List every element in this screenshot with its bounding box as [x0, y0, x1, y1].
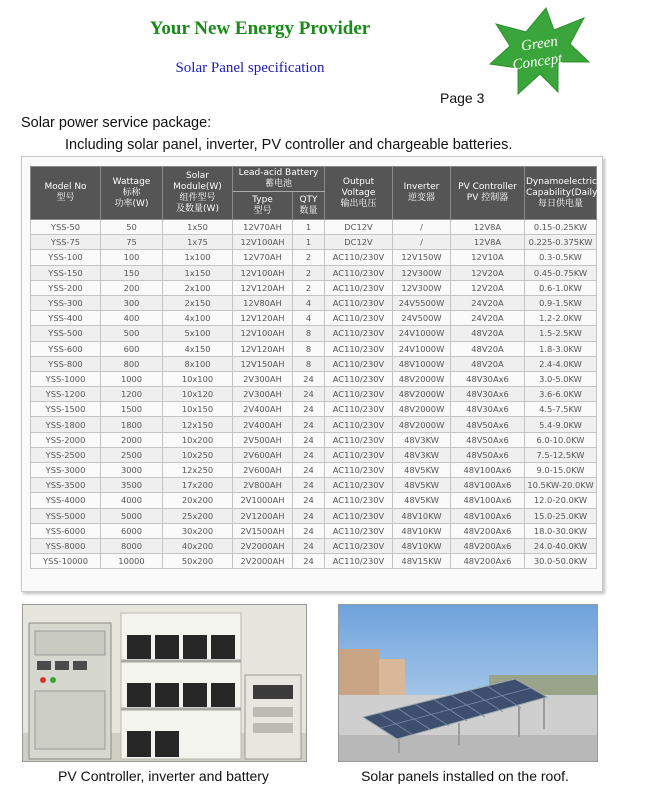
cell-battery-type: 2V400AH [233, 402, 293, 417]
cell-battery-type: 12V120AH [233, 311, 293, 326]
header-wattage [101, 167, 163, 220]
cell-battery-type: 2V800AH [233, 478, 293, 493]
header-model-en: Model No [44, 182, 87, 192]
header-qty-en: QTY [299, 194, 318, 205]
table-row [31, 463, 597, 478]
cell-model: YSS-400 [31, 311, 101, 326]
cell-battery-qty: 24 [293, 463, 325, 478]
page-title: Your New Energy Provider [149, 18, 371, 39]
cell-wattage: 3500 [101, 478, 163, 493]
cell-battery-qty: 24 [293, 538, 325, 553]
cell-battery-type: 2V500AH [233, 432, 293, 447]
cell-pv-controller: 12V10A [451, 250, 525, 265]
controller-battery-illustration [23, 605, 306, 761]
header-solar-cn1: 组件型号 [179, 193, 216, 203]
cell-daily-capability: 9.0-15.0KW [525, 463, 597, 478]
cell-inverter: 48V5KW [393, 463, 451, 478]
cell-daily-capability: 3.0-5.0KW [525, 371, 597, 386]
cell-battery-type: 12V70AH [233, 250, 293, 265]
table-row [31, 295, 597, 310]
cell-solar-module: 50x200 [163, 554, 233, 569]
cell-model: YSS-100 [31, 250, 101, 265]
header-solar-module [163, 167, 233, 220]
header-solar-en2: Module(W) [173, 182, 222, 192]
cell-daily-capability: 3.6-6.0KW [525, 387, 597, 402]
cell-output-voltage: AC110/230V [325, 371, 393, 386]
table-row [31, 265, 597, 280]
cell-wattage: 10000 [101, 554, 163, 569]
cell-wattage: 2000 [101, 432, 163, 447]
table-row [31, 311, 597, 326]
cell-model: YSS-3000 [31, 463, 101, 478]
cell-solar-module: 40x200 [163, 538, 233, 553]
cell-output-voltage: AC110/230V [325, 341, 393, 356]
cell-pv-controller: 12V8A [451, 235, 525, 250]
cell-pv-controller: 48V20A [451, 326, 525, 341]
table-row [31, 538, 597, 553]
cell-battery-qty: 4 [293, 295, 325, 310]
cell-daily-capability: 18.0-30.0KW [525, 523, 597, 538]
cell-output-voltage: AC110/230V [325, 493, 393, 508]
spec-table-body [31, 220, 597, 569]
cell-solar-module: 4x150 [163, 341, 233, 356]
roof-solar-photo [338, 604, 598, 762]
cell-model: YSS-2000 [31, 432, 101, 447]
cell-solar-module: 1x50 [163, 220, 233, 235]
cell-wattage: 100 [101, 250, 163, 265]
cell-pv-controller: 24V20A [451, 295, 525, 310]
cell-output-voltage: AC110/230V [325, 508, 393, 523]
cell-pv-controller: 48V200Ax6 [451, 523, 525, 538]
cell-battery-type: 2V400AH [233, 417, 293, 432]
cell-pv-controller: 48V50Ax6 [451, 432, 525, 447]
header-inverter-en: Inverter [403, 182, 440, 192]
header-dyn-cn: 每日供电量 [537, 198, 583, 209]
cell-model: YSS-1000 [31, 371, 101, 386]
cell-battery-type: 12V120AH [233, 341, 293, 356]
cell-inverter: 48V3KW [393, 432, 451, 447]
cell-solar-module: 5x100 [163, 326, 233, 341]
cell-pv-controller: 12V8A [451, 220, 525, 235]
table-row [31, 508, 597, 523]
cell-battery-qty: 1 [293, 235, 325, 250]
cell-solar-module: 20x200 [163, 493, 233, 508]
cell-wattage: 800 [101, 356, 163, 371]
cell-output-voltage: AC110/230V [325, 417, 393, 432]
header-output-en1: Output [342, 176, 375, 187]
cell-battery-type: 12V150AH [233, 356, 293, 371]
cell-inverter: 48V3KW [393, 447, 451, 462]
cell-pv-controller: 24V20A [451, 311, 525, 326]
cell-daily-capability: 1.5-2.5KW [525, 326, 597, 341]
cell-battery-type: 2V300AH [233, 387, 293, 402]
cell-wattage: 2500 [101, 447, 163, 462]
cell-inverter: 24V500W [393, 311, 451, 326]
cell-battery-type: 12V100AH [233, 235, 293, 250]
cell-solar-module: 1x100 [163, 250, 233, 265]
cell-wattage: 3000 [101, 463, 163, 478]
cell-solar-module: 10x120 [163, 387, 233, 402]
header-model [31, 167, 101, 220]
spec-table [30, 166, 601, 569]
cell-solar-module: 4x100 [163, 311, 233, 326]
header-pv-controller [451, 167, 525, 220]
cell-daily-capability: 0.15-0.25KW [525, 220, 597, 235]
cell-daily-capability: 1.2-2.0KW [525, 311, 597, 326]
cell-model: YSS-1200 [31, 387, 101, 402]
cell-solar-module: 12x250 [163, 463, 233, 478]
cell-pv-controller: 48V200Ax6 [451, 554, 525, 569]
cell-battery-qty: 8 [293, 356, 325, 371]
cell-inverter: 48V15KW [393, 554, 451, 569]
cell-battery-qty: 1 [293, 220, 325, 235]
cell-battery-qty: 2 [293, 265, 325, 280]
cell-pv-controller: 48V100Ax6 [451, 478, 525, 493]
cell-pv-controller: 48V30Ax6 [451, 402, 525, 417]
roof-solar-illustration [339, 605, 597, 761]
cell-battery-type: 2V1500AH [233, 523, 293, 538]
cell-solar-module: 10x150 [163, 402, 233, 417]
cell-output-voltage: DC12V [325, 235, 393, 250]
cell-battery-type: 12V100AH [233, 326, 293, 341]
cell-battery-qty: 24 [293, 508, 325, 523]
cell-battery-qty: 24 [293, 402, 325, 417]
cell-model: YSS-200 [31, 280, 101, 295]
header-output-en2: Voltage [341, 187, 376, 198]
cell-inverter: 24V1000W [393, 326, 451, 341]
logo-text-concept: Concept [511, 50, 564, 74]
cell-inverter: 12V300W [393, 265, 451, 280]
cell-wattage: 1200 [101, 387, 163, 402]
cell-daily-capability: 12.0-20.0KW [525, 493, 597, 508]
cell-battery-qty: 24 [293, 447, 325, 462]
cell-inverter: 48V10KW [393, 508, 451, 523]
cell-wattage: 4000 [101, 493, 163, 508]
cell-model: YSS-600 [31, 341, 101, 356]
cell-wattage: 1500 [101, 402, 163, 417]
cell-pv-controller: 12V20A [451, 280, 525, 295]
cell-pv-controller: 48V20A [451, 356, 525, 371]
cell-pv-controller: 12V20A [451, 265, 525, 280]
cell-battery-qty: 24 [293, 523, 325, 538]
cell-pv-controller: 48V50Ax6 [451, 447, 525, 462]
cell-battery-qty: 8 [293, 341, 325, 356]
table-row [31, 554, 597, 569]
cell-model: YSS-2500 [31, 447, 101, 462]
cell-output-voltage: AC110/230V [325, 280, 393, 295]
cell-solar-module: 1x75 [163, 235, 233, 250]
header-dyn-en1: Dynamoelectric [526, 176, 597, 187]
cell-daily-capability: 0.3-0.5KW [525, 250, 597, 265]
table-row [31, 417, 597, 432]
cell-wattage: 5000 [101, 508, 163, 523]
cell-model: YSS-500 [31, 326, 101, 341]
cell-wattage: 1000 [101, 371, 163, 386]
cell-pv-controller: 48V20A [451, 341, 525, 356]
header-battery-qty [293, 192, 325, 220]
cell-wattage: 200 [101, 280, 163, 295]
header-qty-cn: 数量 [299, 205, 318, 216]
cell-solar-module: 1x150 [163, 265, 233, 280]
cell-output-voltage: AC110/230V [325, 402, 393, 417]
cell-daily-capability: 24.0-40.0KW [525, 538, 597, 553]
caption-roof: Solar panels installed on the roof. [361, 768, 569, 784]
cell-solar-module: 12x150 [163, 417, 233, 432]
header-battery-en: Lead-acid Battery [238, 168, 319, 178]
cell-model: YSS-800 [31, 356, 101, 371]
cell-battery-type: 12V120AH [233, 280, 293, 295]
header-pv-cn: PV 控制器 [466, 193, 509, 203]
cell-model: YSS-50 [31, 220, 101, 235]
cell-output-voltage: AC110/230V [325, 265, 393, 280]
cell-model: YSS-75 [31, 235, 101, 250]
cell-wattage: 8000 [101, 538, 163, 553]
page-subtitle: Solar Panel specification [175, 60, 325, 76]
cell-solar-module: 25x200 [163, 508, 233, 523]
cell-daily-capability: 0.225-0.375KW [525, 235, 597, 250]
cell-wattage: 600 [101, 341, 163, 356]
cell-solar-module: 17x200 [163, 478, 233, 493]
cell-battery-qty: 24 [293, 554, 325, 569]
cell-model: YSS-300 [31, 295, 101, 310]
cell-wattage: 150 [101, 265, 163, 280]
header-dyn-en2: Capability(Daily) [526, 187, 601, 198]
cell-inverter: 48V1000W [393, 356, 451, 371]
cell-battery-qty: 8 [293, 326, 325, 341]
cell-wattage: 1800 [101, 417, 163, 432]
cell-battery-qty: 24 [293, 371, 325, 386]
table-row [31, 341, 597, 356]
cell-output-voltage: AC110/230V [325, 538, 393, 553]
cell-model: YSS-1800 [31, 417, 101, 432]
logo-text-green: Green [520, 33, 559, 55]
cell-wattage: 50 [101, 220, 163, 235]
header-type-cn: 型号 [253, 205, 272, 216]
cell-daily-capability: 2.4-4.0KW [525, 356, 597, 371]
cell-battery-qty: 24 [293, 493, 325, 508]
package-title: Solar power service package: [21, 115, 212, 131]
cell-model: YSS-8000 [31, 538, 101, 553]
header-wattage-cn1: 标称 [122, 187, 141, 198]
cell-solar-module: 10x200 [163, 432, 233, 447]
cell-pv-controller: 48V100Ax6 [451, 508, 525, 523]
cell-output-voltage: AC110/230V [325, 554, 393, 569]
cell-battery-type: 2V2000AH [233, 538, 293, 553]
cell-wattage: 400 [101, 311, 163, 326]
cell-inverter: 48V2000W [393, 371, 451, 386]
cell-battery-type: 2V2000AH [233, 554, 293, 569]
header-model-cn: 型号 [56, 193, 75, 203]
cell-battery-qty: 2 [293, 280, 325, 295]
cell-output-voltage: AC110/230V [325, 463, 393, 478]
cell-output-voltage: AC110/230V [325, 432, 393, 447]
cell-inverter: 12V150W [393, 250, 451, 265]
table-row [31, 235, 597, 250]
cell-daily-capability: 0.9-1.5KW [525, 295, 597, 310]
cell-battery-type: 2V1200AH [233, 508, 293, 523]
cell-daily-capability: 0.6-1.0KW [525, 280, 597, 295]
cell-model: YSS-150 [31, 265, 101, 280]
caption-controller: PV Controller, inverter and battery [58, 768, 269, 784]
header-pv-en: PV Controller [458, 182, 517, 192]
cell-battery-type: 12V80AH [233, 295, 293, 310]
table-row [31, 387, 597, 402]
cell-solar-module: 10x100 [163, 371, 233, 386]
cell-solar-module: 10x250 [163, 447, 233, 462]
controller-battery-photo [22, 604, 307, 762]
cell-wattage: 75 [101, 235, 163, 250]
cell-daily-capability: 30.0-50.0KW [525, 554, 597, 569]
cell-pv-controller: 48V100Ax6 [451, 493, 525, 508]
cell-inverter: 48V5KW [393, 493, 451, 508]
table-row [31, 432, 597, 447]
cell-output-voltage: AC110/230V [325, 295, 393, 310]
page-number: Page 3 [440, 90, 485, 106]
cell-inverter: 48V10KW [393, 538, 451, 553]
cell-inverter: / [393, 220, 451, 235]
cell-daily-capability: 6.0-10.0KW [525, 432, 597, 447]
cell-battery-qty: 24 [293, 417, 325, 432]
cell-inverter: 48V10KW [393, 523, 451, 538]
header-wattage-cn2: 功率(W) [114, 198, 149, 209]
cell-model: YSS-1500 [31, 402, 101, 417]
cell-battery-type: 2V600AH [233, 447, 293, 462]
table-row [31, 447, 597, 462]
table-row [31, 493, 597, 508]
cell-output-voltage: AC110/230V [325, 478, 393, 493]
cell-model: YSS-10000 [31, 554, 101, 569]
cell-daily-capability: 10.5KW-20.0KW [525, 478, 597, 493]
cell-solar-module: 2x100 [163, 280, 233, 295]
cell-daily-capability: 15.0-25.0KW [525, 508, 597, 523]
cell-pv-controller: 48V30Ax6 [451, 371, 525, 386]
cell-wattage: 300 [101, 295, 163, 310]
cell-battery-type: 2V1000AH [233, 493, 293, 508]
cell-model: YSS-6000 [31, 523, 101, 538]
cell-output-voltage: AC110/230V [325, 523, 393, 538]
table-row [31, 250, 597, 265]
cell-inverter: 48V5KW [393, 478, 451, 493]
cell-daily-capability: 7.5-12.5KW [525, 447, 597, 462]
cell-model: YSS-5000 [31, 508, 101, 523]
cell-solar-module: 30x200 [163, 523, 233, 538]
cell-output-voltage: DC12V [325, 220, 393, 235]
cell-output-voltage: AC110/230V [325, 356, 393, 371]
header-output-voltage [325, 167, 393, 220]
cell-inverter: 48V2000W [393, 417, 451, 432]
cell-solar-module: 8x100 [163, 356, 233, 371]
header-dynamoelectric [525, 167, 601, 220]
cell-battery-type: 2V600AH [233, 463, 293, 478]
cell-battery-qty: 24 [293, 432, 325, 447]
cell-battery-type: 12V70AH [233, 220, 293, 235]
cell-wattage: 6000 [101, 523, 163, 538]
table-row [31, 371, 597, 386]
cell-inverter: / [393, 235, 451, 250]
cell-output-voltage: AC110/230V [325, 387, 393, 402]
table-row [31, 220, 597, 235]
cell-output-voltage: AC110/230V [325, 447, 393, 462]
green-concept-logo [488, 6, 590, 96]
cell-daily-capability: 0.45-0.75KW [525, 265, 597, 280]
cell-battery-qty: 4 [293, 311, 325, 326]
spec-table-panel [21, 156, 603, 592]
cell-output-voltage: AC110/230V [325, 326, 393, 341]
table-row [31, 280, 597, 295]
table-row [31, 523, 597, 538]
header-solar-cn2: 及数量(W) [176, 204, 219, 214]
cell-inverter: 24V1000W [393, 341, 451, 356]
header-wattage-en: Wattage [112, 176, 151, 187]
cell-daily-capability: 1.8-3.0KW [525, 341, 597, 356]
cell-model: YSS-3500 [31, 478, 101, 493]
header-type-en: Type [252, 194, 273, 205]
cell-daily-capability: 5.4-9.0KW [525, 417, 597, 432]
cell-battery-qty: 24 [293, 478, 325, 493]
cell-inverter: 48V2000W [393, 387, 451, 402]
cell-pv-controller: 48V30Ax6 [451, 387, 525, 402]
cell-inverter: 24V5500W [393, 295, 451, 310]
cell-pv-controller: 48V100Ax6 [451, 463, 525, 478]
cell-inverter: 48V2000W [393, 402, 451, 417]
cell-battery-qty: 24 [293, 387, 325, 402]
table-row [31, 356, 597, 371]
cell-output-voltage: AC110/230V [325, 250, 393, 265]
cell-pv-controller: 48V200Ax6 [451, 538, 525, 553]
header-inverter-cn: 逆变器 [407, 193, 435, 203]
header-battery-type [233, 192, 293, 220]
cell-model: YSS-4000 [31, 493, 101, 508]
cell-daily-capability: 4.5-7.5KW [525, 402, 597, 417]
header-output-cn: 输出电压 [340, 198, 377, 209]
table-row [31, 402, 597, 417]
table-row [31, 478, 597, 493]
header-battery-cn: 蓄电池 [264, 179, 292, 189]
cell-battery-qty: 2 [293, 250, 325, 265]
cell-battery-type: 2V300AH [233, 371, 293, 386]
header-solar-en1: Solar [186, 171, 209, 181]
cell-inverter: 12V300W [393, 280, 451, 295]
header-battery [233, 167, 325, 192]
table-row [31, 326, 597, 341]
package-description: Including solar panel, inverter, PV controller and chargeable batteries. [65, 137, 513, 153]
cell-battery-type: 12V100AH [233, 265, 293, 280]
cell-output-voltage: AC110/230V [325, 311, 393, 326]
cell-pv-controller: 48V50Ax6 [451, 417, 525, 432]
cell-wattage: 500 [101, 326, 163, 341]
cell-solar-module: 2x150 [163, 295, 233, 310]
header-inverter [393, 167, 451, 220]
